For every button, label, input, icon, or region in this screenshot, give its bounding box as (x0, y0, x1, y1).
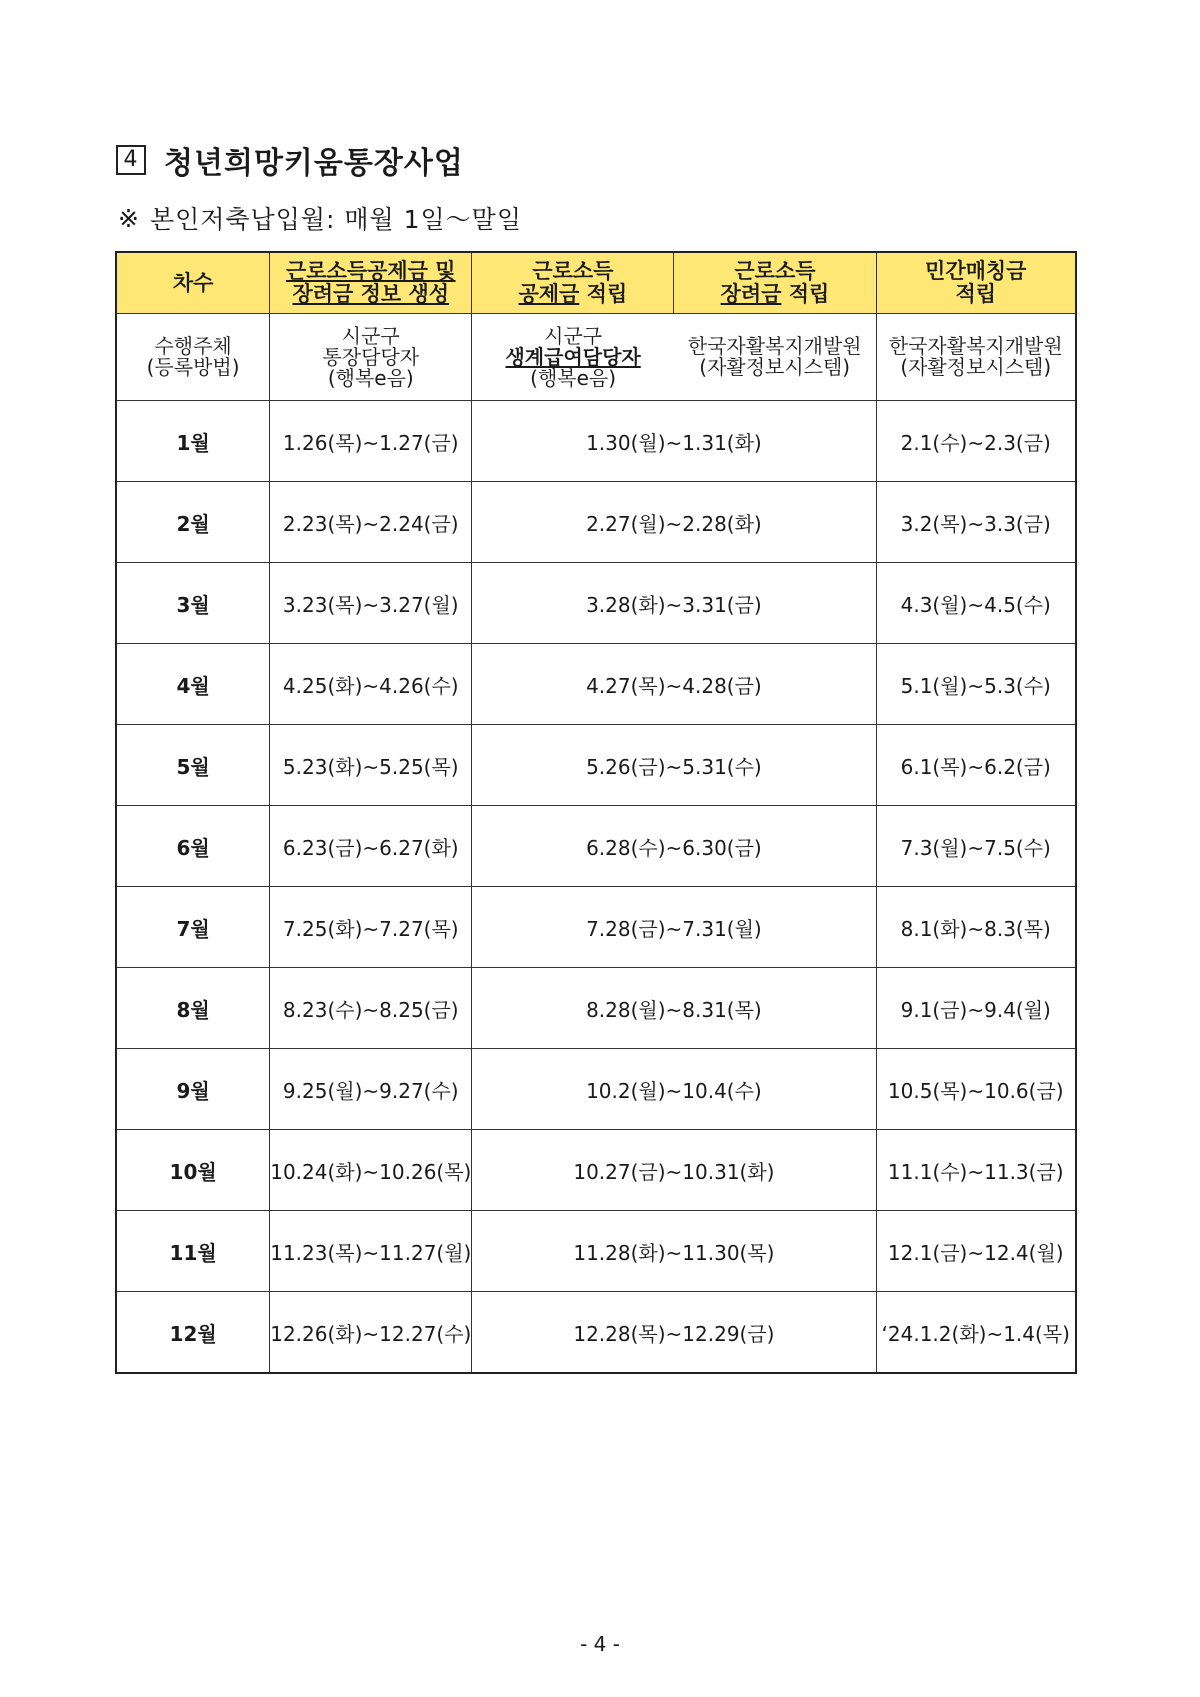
matching-period-cell: 6.1(목)~6.2(금) (876, 725, 1076, 806)
page-number: - 4 - (580, 1632, 620, 1656)
header-incentive-rest: 적립 (781, 282, 830, 306)
month-cell: 5월 (116, 725, 270, 806)
reference-mark: ※ (118, 203, 140, 233)
header-incentive-accrual-line2 (674, 283, 875, 306)
subheader-info-line2: 통장담당자 (322, 344, 420, 369)
month-cell: 9월 (116, 1049, 270, 1130)
header-incentive-accrual (674, 252, 876, 314)
accrual-period-cell: 11.28(화)~11.30(목) (472, 1211, 876, 1292)
month-cell: 2월 (116, 482, 270, 563)
accrual-period-cell: 7.28(금)~7.31(월) (472, 887, 876, 968)
matching-period-cell: 5.1(월)~5.3(수) (876, 644, 1076, 725)
subheader-matching-line1: 한국자활복지개발원 (888, 334, 1063, 358)
subheader-deduction-line3: (행복e음) (530, 365, 617, 390)
subheader-incentive-line1: 한국자활복지개발원 (687, 334, 862, 358)
subheader-incentive (674, 314, 876, 400)
header-deduction-accrual-line1: 근로소득 (532, 259, 614, 283)
matching-period-cell: 9.1(금)~9.4(월) (876, 968, 1076, 1049)
subheader-matching-line2: (자활정보시스템) (900, 355, 1052, 379)
payment-note-text: 본인저축납입월: 매월 1일～말일 (149, 205, 522, 234)
accrual-period-cell: 10.2(월)~10.4(수) (472, 1049, 876, 1130)
header-info-generation-line1: 근로소득공제금 및 (285, 259, 456, 283)
header-round-label: 차수 (172, 270, 214, 295)
header-incentive-accrual-line1: 근로소득 (734, 259, 816, 283)
subheader-private-matching (876, 314, 1076, 401)
table-row (116, 563, 1076, 644)
table-row (116, 725, 1076, 806)
payment-note (118, 200, 522, 236)
section-title-text: 청년희망키움통장사업 (164, 146, 464, 181)
table-row (116, 1292, 1076, 1374)
matching-period-cell: 11.1(수)~11.3(금) (876, 1130, 1076, 1211)
accrual-period-cell: 4.27(목)~4.28(금) (472, 644, 876, 725)
schedule-table (115, 251, 1077, 1374)
accrual-period-cell: 5.26(금)~5.31(수) (472, 725, 876, 806)
matching-period-cell: 12.1(금)~12.4(월) (876, 1211, 1076, 1292)
accrual-period-cell: 1.30(월)~1.31(화) (472, 401, 876, 482)
subheader-info-line1: 시군구 (341, 323, 400, 348)
info-period-cell: 9.25(월)~9.27(수) (270, 1049, 472, 1130)
accrual-period-cell: 6.28(수)~6.30(금) (472, 806, 876, 887)
matching-period-cell: 7.3(월)~7.5(수) (876, 806, 1076, 887)
table-row (116, 1130, 1076, 1211)
subheader-deduction (472, 314, 674, 400)
accrual-period-cell: 2.27(월)~2.28(화) (472, 482, 876, 563)
table-row (116, 1211, 1076, 1292)
section-title (116, 138, 464, 182)
table-row (116, 806, 1076, 887)
month-cell: 3월 (116, 563, 270, 644)
table-row (116, 968, 1076, 1049)
header-info-generation-line2: 장려금 정보 생성 (292, 282, 450, 306)
info-period-cell: 1.26(목)~1.27(금) (270, 401, 472, 482)
matching-period-cell: 8.1(화)~8.3(목) (876, 887, 1076, 968)
month-cell: 1월 (116, 401, 270, 482)
month-cell: 7월 (116, 887, 270, 968)
matching-period-cell: 3.2(목)~3.3(금) (876, 482, 1076, 563)
accrual-period-cell: 10.27(금)~10.31(화) (472, 1130, 876, 1211)
info-period-cell: 7.25(화)~7.27(목) (270, 887, 472, 968)
header-info-generation (270, 252, 472, 314)
header-row (116, 252, 1076, 314)
accrual-period-cell: 8.28(월)~8.31(목) (472, 968, 876, 1049)
month-cell: 12월 (116, 1292, 270, 1374)
month-cell: 6월 (116, 806, 270, 887)
subheader-info-generation (270, 314, 472, 401)
header-round (116, 252, 270, 314)
table-row (116, 482, 1076, 563)
table-row (116, 1049, 1076, 1130)
accrual-period-cell: 12.28(목)~12.29(금) (472, 1292, 876, 1374)
header-private-matching-line1: 민간매칭금 (925, 259, 1027, 283)
header-private-matching-line2: 적립 (955, 282, 997, 306)
info-period-cell: 5.23(화)~5.25(목) (270, 725, 472, 806)
month-cell: 11월 (116, 1211, 270, 1292)
matching-period-cell: 10.5(목)~10.6(금) (876, 1049, 1076, 1130)
info-period-cell: 8.23(수)~8.25(금) (270, 968, 472, 1049)
table-row (116, 644, 1076, 725)
table-row (116, 887, 1076, 968)
header-private-matching (876, 252, 1076, 314)
matching-period-cell: 2.1(수)~2.3(금) (876, 401, 1076, 482)
subheader-deduction-line1: 시군구 (544, 323, 603, 348)
header-deduction-accrual-line2 (472, 283, 673, 306)
info-period-cell: 4.25(화)~4.26(수) (270, 644, 472, 725)
subheader-performer-line2: (등록방법) (146, 355, 240, 379)
month-cell: 8월 (116, 968, 270, 1049)
info-period-cell: 2.23(목)~2.24(금) (270, 482, 472, 563)
subheader-deduction-line2: 생계급여담당자 (505, 344, 641, 369)
header-deduction-accrual (472, 252, 674, 314)
header-deduction-keyword: 공제금 (518, 282, 580, 306)
info-period-cell: 10.24(화)~10.26(목) (270, 1130, 472, 1211)
subheader-incentive-line2: (자활정보시스템) (699, 355, 851, 379)
month-cell: 10월 (116, 1130, 270, 1211)
subheader-info-line3: (행복e음) (327, 365, 414, 390)
subheader-row (116, 314, 1076, 401)
month-cell: 4월 (116, 644, 270, 725)
info-period-cell: 11.23(목)~11.27(월) (270, 1211, 472, 1292)
info-period-cell: 6.23(금)~6.27(화) (270, 806, 472, 887)
accrual-period-cell: 3.28(화)~3.31(금) (472, 563, 876, 644)
matching-period-cell: 4.3(월)~4.5(수) (876, 563, 1076, 644)
header-deduction-rest: 적립 (579, 282, 628, 306)
subheader-performer (116, 314, 270, 401)
info-period-cell: 12.26(화)~12.27(수) (270, 1292, 472, 1374)
matching-period-cell: ‘24.1.2(화)~1.4(목) (876, 1292, 1076, 1374)
subheader-accrual (472, 314, 876, 401)
header-incentive-keyword: 장려금 (720, 282, 782, 306)
section-number-box: 4 (116, 145, 146, 175)
table-row (116, 401, 1076, 482)
subheader-performer-line1: 수행주체 (154, 334, 232, 358)
info-period-cell: 3.23(목)~3.27(월) (270, 563, 472, 644)
